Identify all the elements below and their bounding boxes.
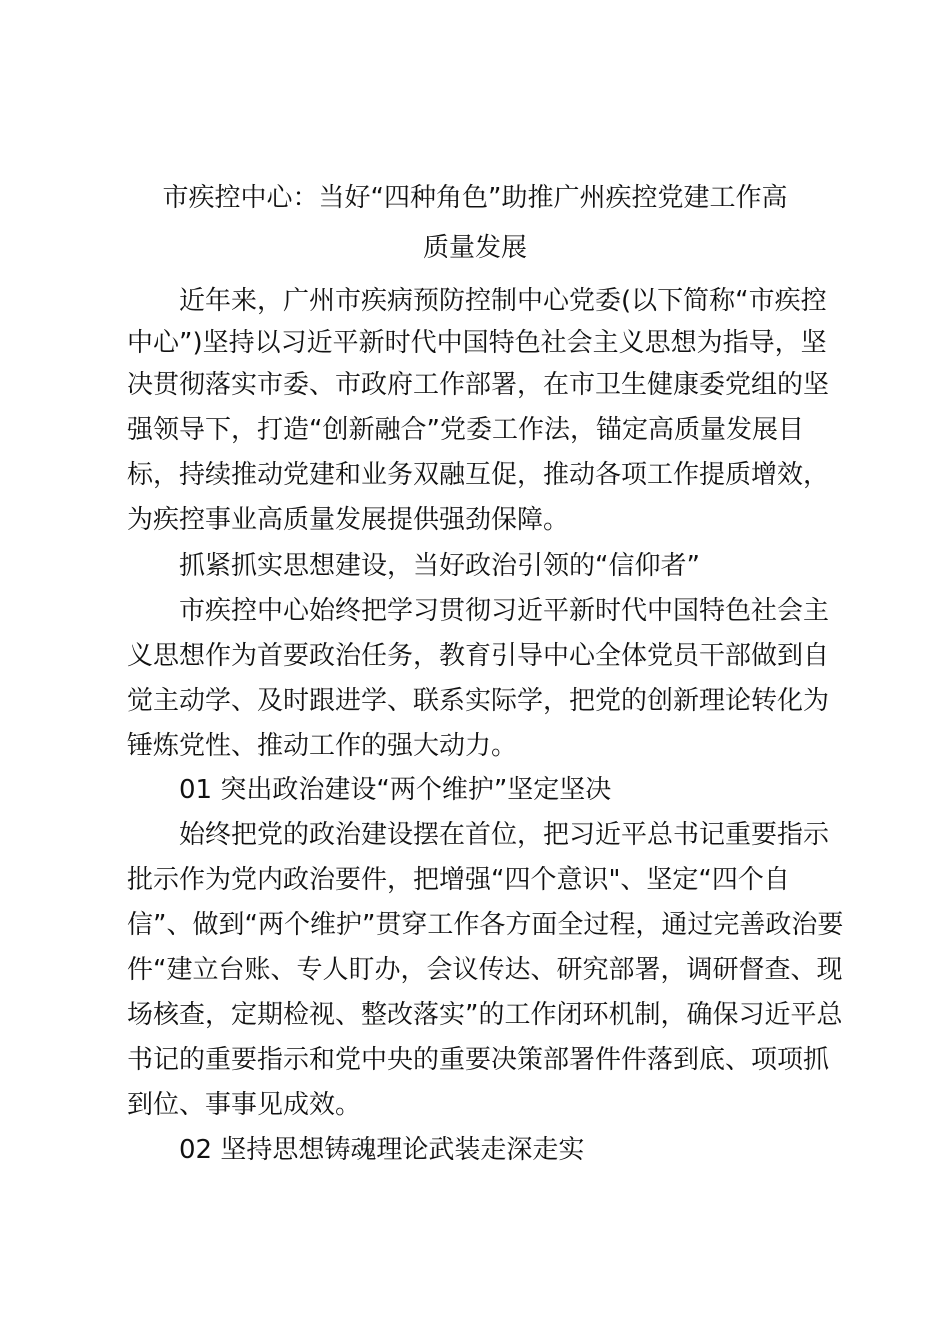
paragraph-line: 为疾控事业高质量发展提供强劲保障。 [127,505,570,535]
paragraph-line: 件“建立台账、专人盯办，会议传达、研究部署，调研督查、现 [127,955,843,985]
paragraph-line: 批示作为党内政治要件，把增强“四个意识"、坚定“四个自 [127,865,790,895]
paragraph-line: 信”、做到“两个维护”贯穿工作各方面全过程，通过完善政治要 [127,910,844,940]
paragraph-line: 始终把党的政治建设摆在首位，把习近平总书记重要指示 [179,820,830,850]
document-title-line-1: 市疾控中心：当好“四种角色”助推广州疾控党建工作高 [162,183,788,213]
paragraph-line: 市疾控中心始终把学习贯彻习近平新时代中国特色社会主 [179,596,830,626]
subsection-heading-01: 01 突出政治建设“两个维护”坚定坚决 [179,775,612,805]
section-heading: 抓紧抓实思想建设，当好政治引领的“信仰者” [179,551,700,581]
paragraph-line: 义思想作为首要政治任务，教育引导中心全体党员干部做到自 [127,641,830,671]
paragraph-line: 强领导下，打造“创新融合”党委工作法，锚定高质量发展目 [127,415,804,445]
paragraph-line: 书记的重要指示和党中央的重要决策部署件件落到底、项项抓 [127,1045,830,1075]
paragraph-line: 标，持续推动党建和业务双融互促，推动各项工作提质增效， [127,460,830,490]
paragraph-line: 到位、事事见成效。 [127,1090,362,1120]
paragraph-line: 锤炼党性、推动工作的强大动力。 [127,731,518,761]
paragraph-line: 场核查，定期检视、整改落实”的工作闭环机制，确保习近平总 [127,1000,843,1030]
subsection-heading-02: 02 坚持思想铸魂理论武装走深走实 [179,1135,585,1165]
document-title-line-2: 质量发展 [422,233,527,263]
paragraph-line: 近年来，广州市疾病预防控制中心党委(以下简称“市疾控 [179,286,827,316]
paragraph-line: 中心”)坚持以习近平新时代中国特色社会主义思想为指导，坚 [127,328,827,358]
paragraph-line: 决贯彻落实市委、市政府工作部署，在市卫生健康委党组的坚 [127,370,830,400]
paragraph-line: 觉主动学、及时跟进学、联系实际学，把党的创新理论转化为 [127,686,830,716]
